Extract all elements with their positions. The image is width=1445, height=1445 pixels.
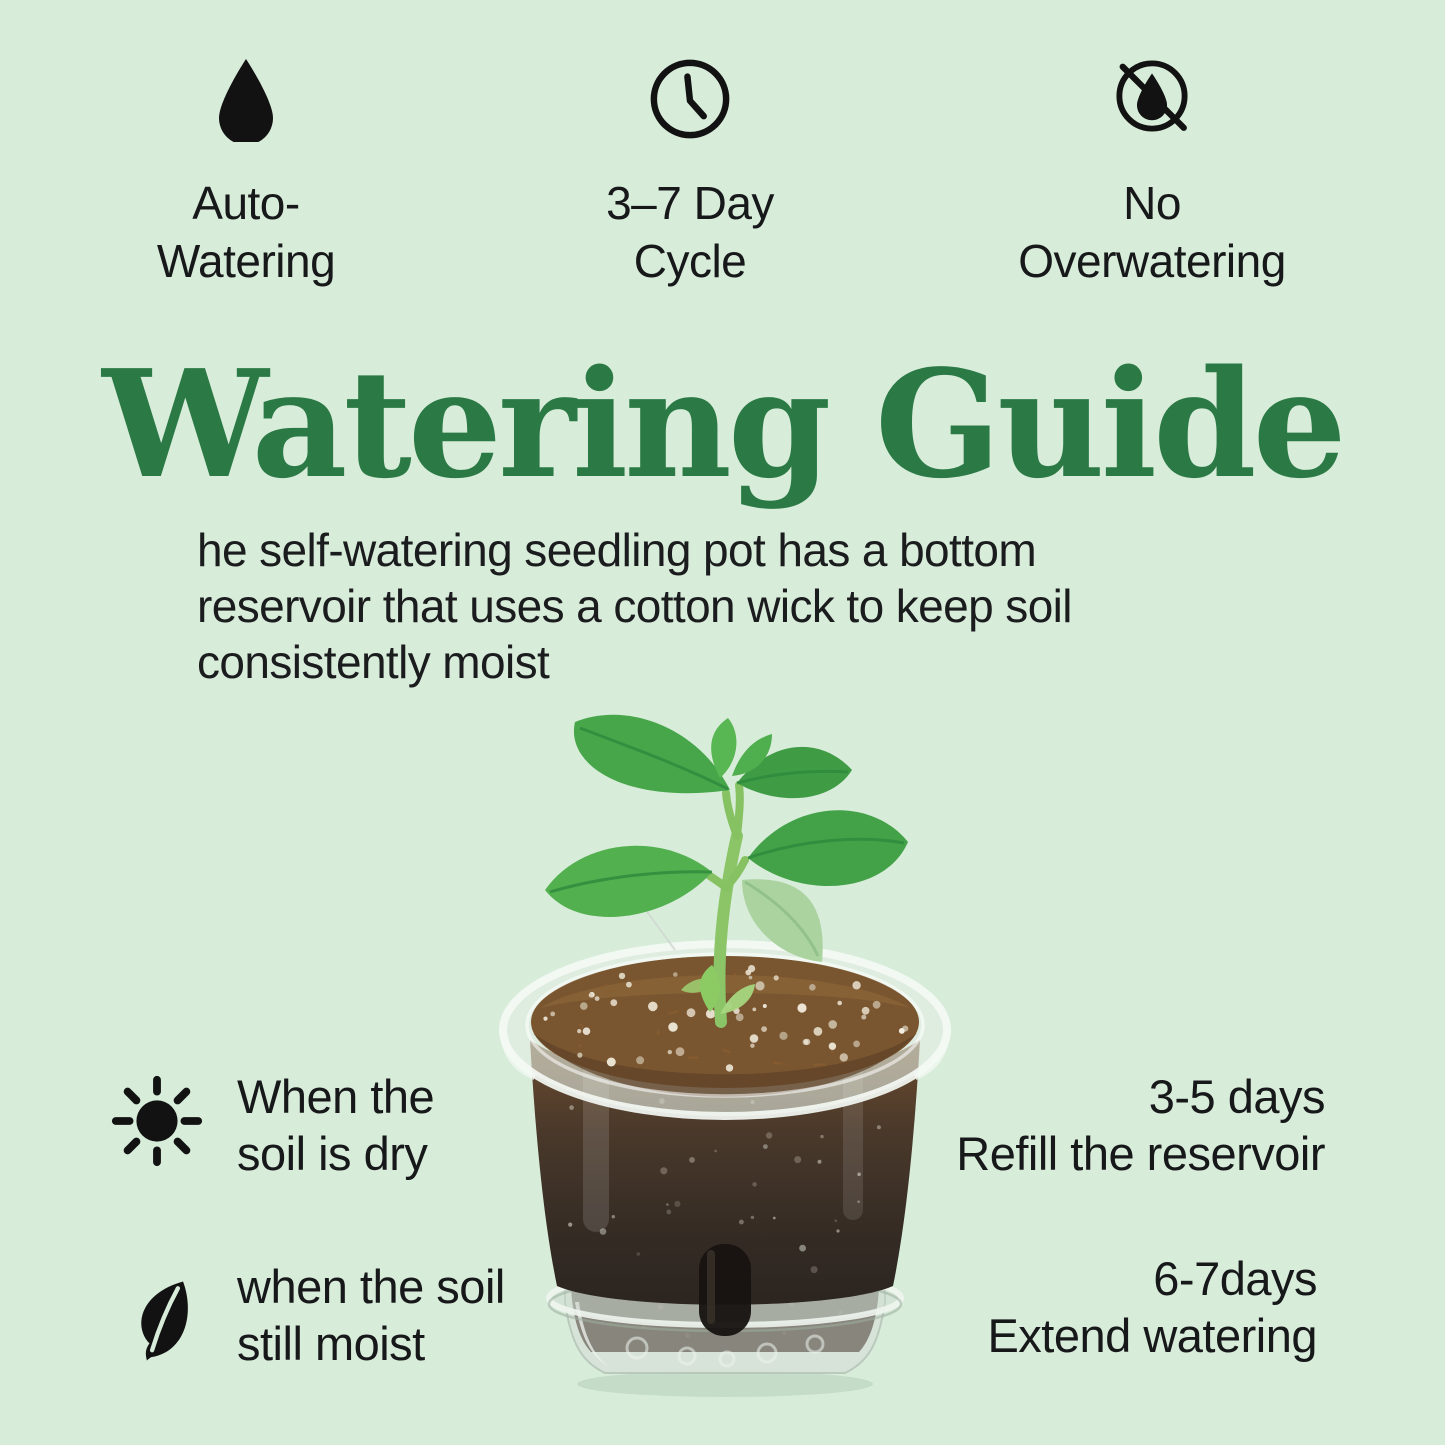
callout-line: Refill the reservoir — [956, 1127, 1325, 1180]
feature-auto-watering — [36, 50, 456, 290]
feature-label-line: No — [1123, 177, 1181, 229]
description-line: he self-watering seedling pot has a bottom — [197, 524, 1037, 576]
water-drop-icon — [215, 50, 277, 142]
feature-label-line: Cycle — [633, 235, 747, 287]
feature-label-line: Overwatering — [1018, 235, 1286, 287]
callout-soil-dry — [237, 1068, 434, 1182]
description — [197, 522, 1337, 690]
leaf-icon — [128, 1276, 214, 1371]
sun-icon — [108, 1072, 206, 1175]
callout-extend-watering — [987, 1250, 1317, 1364]
callout-line: still moist — [237, 1317, 425, 1370]
feature-cycle — [480, 50, 900, 290]
callout-line: 3-5 days — [1148, 1070, 1325, 1123]
feature-label-line: Watering — [156, 235, 336, 287]
callout-line: When the — [237, 1070, 435, 1123]
page-title: Watering Guide — [102, 337, 1343, 511]
description-line: reservoir that uses a cotton wick to keep soil — [197, 580, 1072, 632]
feature-label — [157, 174, 335, 290]
feature-label-line: Auto- — [192, 177, 300, 229]
feature-no-overwatering — [942, 50, 1362, 290]
callout-line: soil is dry — [237, 1127, 428, 1180]
description-line: consistently moist — [197, 636, 550, 688]
feature-label — [606, 174, 774, 290]
clock-icon — [647, 50, 733, 142]
callout-line: Extend watering — [987, 1309, 1317, 1362]
feature-label-line: 3–7 Day — [606, 177, 774, 229]
callout-line: 6-7days — [1153, 1252, 1317, 1305]
no-overwatering-icon — [1106, 50, 1198, 142]
callout-soil-moist — [237, 1258, 505, 1372]
callout-refill-reservoir — [956, 1068, 1325, 1182]
callout-line: when the soil — [237, 1260, 505, 1313]
feature-label — [1018, 174, 1286, 290]
